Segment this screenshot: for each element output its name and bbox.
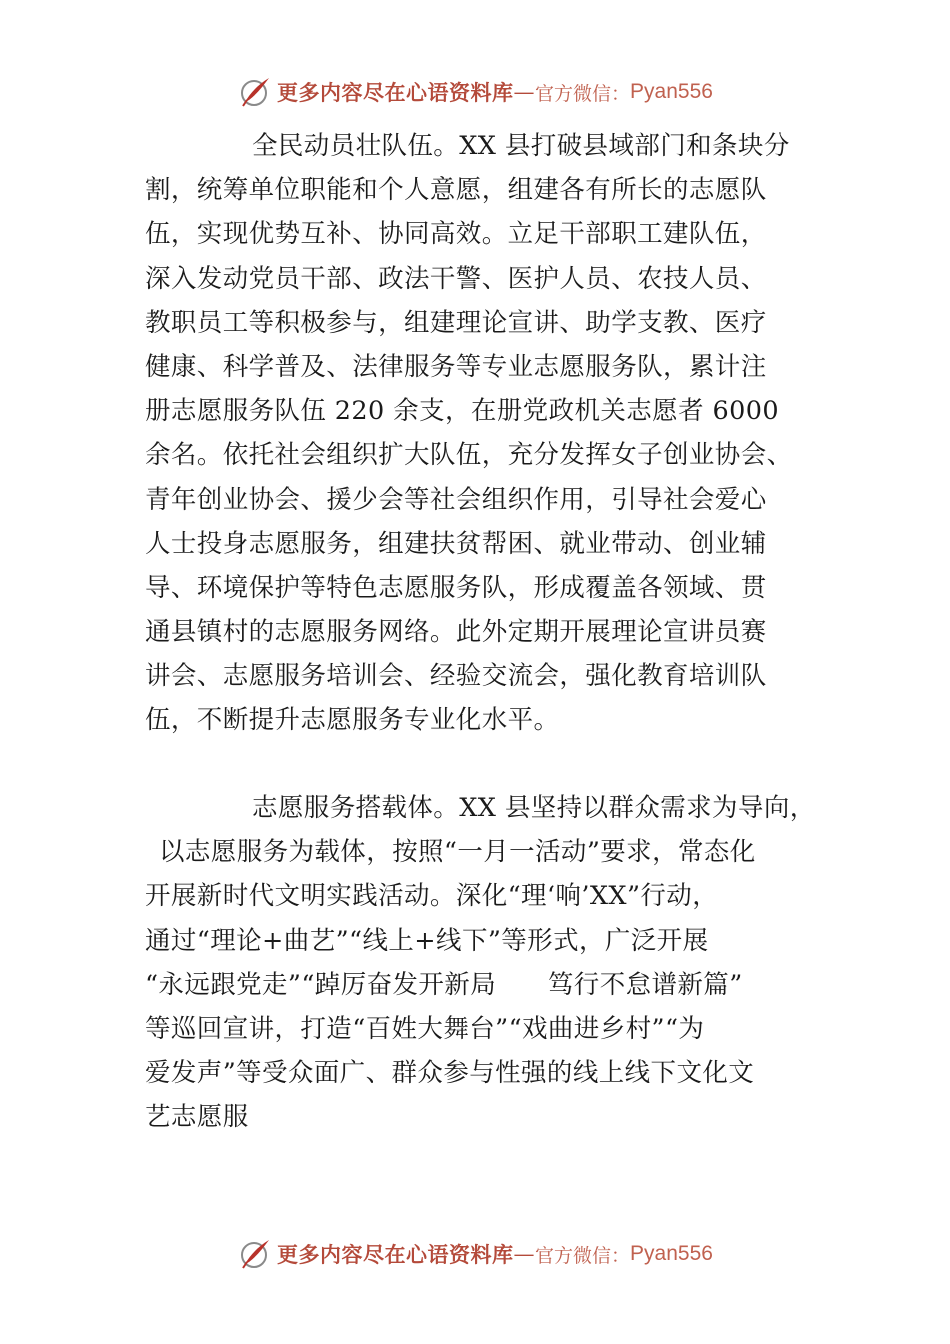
watermark-dash: — <box>513 1242 536 1266</box>
paragraph-line: 伍，实现优势互补、协同高效。立足干部职工建队伍， <box>145 219 767 250</box>
watermark-brand: 更多内容尽在心语资料库 <box>277 1242 514 1267</box>
paragraph-line: 讲会、志愿服务培训会、经验交流会，强化教育培训队 <box>145 661 767 692</box>
paragraph-line: 青年创业协会、援少会等社会组织作用，引导社会爱心 <box>145 484 767 515</box>
watermark-wechat-id: Pyan556 <box>630 80 713 103</box>
paragraph-line: 余名。依托社会组织扩大队伍，充分发挥女子创业协会、 <box>145 440 793 471</box>
paragraph-line: 通县镇村的志愿服务网络。此外定期开展理论宣讲员赛 <box>145 617 767 648</box>
paragraph-line: 健康、科学普及、法律服务等专业志愿服务队，累计注 <box>145 351 767 382</box>
paragraph-line: 通过“理论+曲艺”“线上+线下”等形式，广泛开展 <box>145 925 709 956</box>
watermark-brand: 更多内容尽在心语资料库 <box>277 80 514 105</box>
watermark-label: 官方微信： <box>535 82 631 105</box>
paragraph-line: 以志愿服务为载体，按照“一月一活动”要求，常态化 <box>159 837 756 868</box>
paragraph-line: 教职员工等积极参与，组建理论宣讲、助学支教、医疗 <box>145 307 767 338</box>
paragraph-line: 全民动员壮队伍。XX 县打破县域部门和条块分 <box>252 131 790 161</box>
paragraph-line: 艺志愿服 <box>145 1102 249 1133</box>
quill-logo-icon <box>237 1236 273 1272</box>
paragraph-2 <box>145 786 815 1140</box>
paragraph-line: 爱发声”等受众面广、群众参与性强的线上线下文化文 <box>145 1058 755 1089</box>
paragraph-line: “永远跟党走”“踔厉奋发开新局 笃行不怠谱新篇” <box>145 969 743 1000</box>
paragraph-line: 册志愿服务队伍 220 余支，在册党政机关志愿者 6000 <box>145 396 779 427</box>
quill-logo-icon <box>237 74 273 110</box>
paragraph-line: 志愿服务搭载体。XX 县坚持以群众需求为导向， <box>252 793 816 823</box>
footer-watermark <box>0 1234 950 1274</box>
paragraph-line: 开展新时代文明实践活动。深化“理‘响’XX”行动， <box>145 881 719 912</box>
paragraph-1 <box>145 124 815 743</box>
watermark-dash: — <box>513 80 536 104</box>
paragraph-line: 等巡回宣讲，打造“百姓大舞台”“戏曲进乡村”“为 <box>145 1013 705 1044</box>
paragraph-line: 导、环境保护等特色志愿服务队，形成覆盖各领域、贯 <box>145 572 767 603</box>
watermark-wechat-id: Pyan556 <box>630 1242 713 1265</box>
paragraph-line: 伍，不断提升志愿服务专业化水平。 <box>145 705 560 736</box>
paragraph-line: 割，统筹单位职能和个人意愿，组建各有所长的志愿队 <box>145 175 767 206</box>
paragraph-line: 人士投身志愿服务，组建扶贫帮困、就业带动、创业辅 <box>145 528 767 559</box>
watermark-label: 官方微信： <box>535 1244 631 1267</box>
header-watermark <box>0 72 950 112</box>
paragraph-line: 深入发动党员干部、政法干警、医护人员、农技人员、 <box>145 263 767 294</box>
